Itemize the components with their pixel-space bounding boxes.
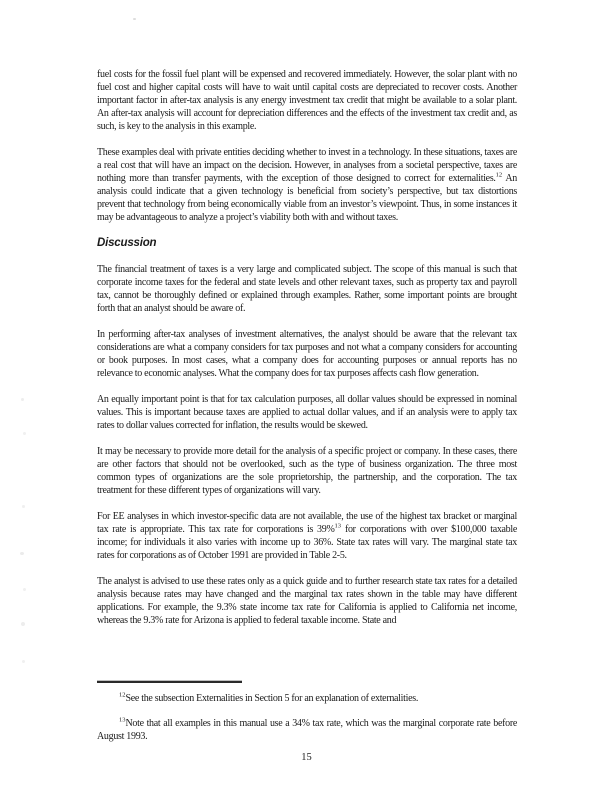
paragraph-6-text: It may be necessary to provide more detail for the analysis of a specific project or company. In these cases, there are other factors that should not be overlooked, such as the type of business organization. The three most common types of organizations are the sole proprietorship, the partnership, and the corporation. The tax treatment for these different types of organizations will vary. bbox=[97, 446, 517, 496]
scan-artifact bbox=[22, 505, 25, 508]
footnote-13-text: Note that all examples in this manual use a 34% tax rate, which was the marginal corporate rate before August 1993. bbox=[97, 718, 517, 742]
paragraph-5-text: An equally important point is that for tax calculation purposes, all dollar values should be expressed in nominal values. This is important because taxes are applied to actual dollar values, and if an analysis were to apply tax rates to dollar values corrected for inflation, the results would be skewed. bbox=[97, 394, 517, 431]
footnote-ref-12: 12 bbox=[495, 171, 503, 179]
scan-artifact bbox=[22, 660, 25, 663]
body-text bbox=[97, 68, 517, 640]
footnote-13-marker: 13 bbox=[119, 716, 126, 724]
footnote-area bbox=[97, 681, 517, 755]
paragraph-6 bbox=[97, 445, 517, 497]
scan-artifact bbox=[21, 622, 25, 626]
scan-artifact bbox=[20, 552, 24, 555]
footnote-ref-13: 13 bbox=[334, 522, 341, 530]
paragraph-1 bbox=[97, 68, 517, 133]
paragraph-8 bbox=[97, 575, 517, 627]
paragraph-2-text-cont: An analysis could indicate that a given technology is beneficial from society’s perspective, but tax distortions prevent that technology from being economically viable from an investor’s viewpoint. Thus, in some instances it may be advantageous to analyze a project’s viability both with and without taxes. bbox=[97, 173, 517, 223]
scan-artifact bbox=[133, 18, 136, 20]
paragraph-7-text-cont: for corporations with over $100,000 taxable income; for individuals it also varies with income up to 36%. State tax rates will vary. The marginal state tax rates for corporations as of October 1991 are provided in Table 2-5. bbox=[97, 524, 517, 561]
paragraph-8-text: The analyst is advised to use these rates only as a quick guide and to further research state tax rates for a detailed analysis because rates may have changed and the marginal tax rates shown in the table may have different applications. For example, the 9.3% state income tax rate for California is applied to California net income, whereas the 9.3% rate for Arizona is applied to federal taxable income. State and bbox=[97, 576, 517, 626]
paragraph-2-text: These examples deal with private entities deciding whether to invest in a technology. In these situations, taxes are a real cost that will have an impact on the decision. However, in analyses from a societal perspective, taxes are nothing more than transfer payments, with the exception of those designed to correct for externalities. bbox=[97, 147, 517, 184]
footnote-12 bbox=[97, 692, 517, 705]
section-heading: Discussion bbox=[97, 237, 157, 249]
footnote-13 bbox=[97, 717, 517, 743]
scan-artifact bbox=[23, 588, 26, 591]
footnote-separator bbox=[97, 681, 242, 683]
paragraph-3-text: The financial treatment of taxes is a very large and complicated subject. The scope of this manual is such that corporate income taxes for the federal and state levels and other relevant taxes, such as property tax and payroll tax, cannot be thoroughly defined or explained through examples. Rather, some important points are brought forth that an analyst should be aware of. bbox=[97, 264, 517, 314]
paragraph-1-text: fuel costs for the fossil fuel plant will be expensed and recovered immediately. However, the solar plant with no fuel cost and higher capital costs will have to wait until capital costs are depreciated to recover costs. Another important factor in after-tax analysis is any energy investment tax credit that might be available to a solar plant. An after-tax analysis will account for depreciation differences and the effects of the investment tax credit and, as such, is key to the analysis in this example. bbox=[97, 69, 517, 132]
footnote-12-marker: 12 bbox=[119, 691, 126, 699]
paragraph-2 bbox=[97, 146, 517, 224]
scan-artifact bbox=[23, 432, 26, 435]
page-number: 15 bbox=[301, 752, 312, 763]
paragraph-4-text: In performing after-tax analyses of investment alternatives, the analyst should be aware that the relevant tax considerations are what a company considers for tax purposes and not what a company considers for accounting or book purposes. In most cases, what a company does for accounting purposes or annual reports has no relevance to economic analyses. What the company does for tax purposes affects cash flow generation. bbox=[97, 329, 517, 379]
footnote-12-text: See the subsection Externalities in Section 5 for an explanation of externalities. bbox=[125, 693, 419, 704]
paragraph-3 bbox=[97, 263, 517, 315]
scan-artifact bbox=[21, 398, 24, 401]
paragraph-7-text: For EE analyses in which investor-specific data are not available, the use of the highest tax bracket or marginal tax rate is appropriate. This tax rate for corporations is 39% bbox=[97, 511, 517, 535]
paragraph-5 bbox=[97, 393, 517, 432]
paragraph-4 bbox=[97, 328, 517, 380]
paragraph-7 bbox=[97, 510, 517, 562]
